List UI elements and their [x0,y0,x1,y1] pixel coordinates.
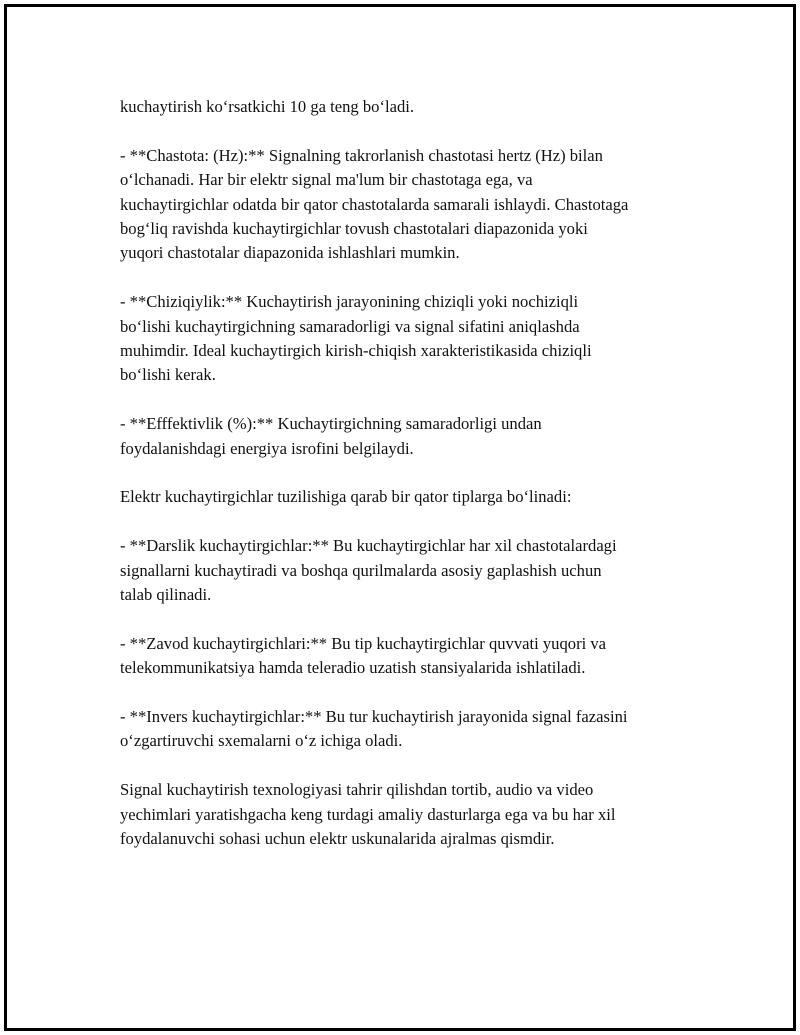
text-line: bog‘liq ravishda kuchaytirgichlar tovush chastotalari diapazonida yoki [120,219,588,239]
text-line: - **Chiziqiylik:** Kuchaytirish jarayonining chiziqli yoki nochiziqli [120,292,579,312]
paragraph-tiplar [120,485,710,509]
text-line: - **Chastota: (Hz):** Signalning takrorlanish chastotasi hertz (Hz) bilan [120,145,603,165]
text-line: yuqori chastotalar diapazonida ishlashlari mumkin. [120,243,460,263]
paragraph-xulosa [120,778,710,851]
text-line: talab qilinadi. [120,585,212,605]
paragraph-invers [120,705,710,754]
text-line: kuchaytirish ko‘rsatkichi 10 ga teng bo‘ladi. [120,97,415,116]
text-line: signallarni kuchaytiradi va boshqa qurilmalarda asosiy gaplashish uchun [120,560,602,580]
text-line: kuchaytirgichlar odatda bir qator chastotalarda samarali ishlaydi. Chastotaga [120,194,629,214]
text-line: muhimdir. Ideal kuchaytirgich kirish-chiqish xarakteristikasida chiziqli [120,341,592,361]
text-line: Elektr kuchaytirgichlar tuzilishiga qarab bir qator tiplarga bo‘linadi: [120,487,572,507]
paragraph-effektivlik [120,412,710,461]
text-line: yechimlari yaratishgacha keng turdagi amaliy dasturlarga ega va bu har xil [120,804,616,824]
paragraph-chastota [120,144,710,266]
text-line: telekommunikatsiya hamda teleradio uzatish stansiyalarida ishlatiladi. [120,658,586,678]
text-line: foydalanishdagi energiya isrofini belgilaydi. [120,438,414,458]
paragraph-1 [120,95,710,119]
text-line: bo‘lishi kuchaytirgichning samaradorligi va signal sifatini aniqlashda [120,316,580,336]
text-line: Signal kuchaytirish texnologiyasi tahrir qilishdan tortib, audio va video [120,780,594,800]
page-frame [4,4,796,1031]
paragraph-darslik [120,534,710,607]
text-line: - **Efffektivlik (%):** Kuchaytirgichning samaradorligi undan [120,414,542,434]
text-line: - **Invers kuchaytirgichlar:** Bu tur kuchaytirish jarayonida signal fazasini [120,707,628,727]
text-line: o‘lchanadi. Har bir elektr signal ma'lum bir chastotaga ega, va [120,170,533,190]
paragraph-chiziqiylik [120,290,710,388]
text-line: foydalanuvchi sohasi uchun elektr uskunalarida ajralmas qismdir. [120,829,555,849]
paragraph-zavod [120,632,710,681]
text-line: bo‘lishi kerak. [120,365,216,385]
text-line: - **Darslik kuchaytirgichlar:** Bu kuchaytirgichlar har xil chastotalardagi [120,536,617,556]
text-line: - **Zavod kuchaytirgichlari:** Bu tip kuchaytirgichlar quvvati yuqori va [120,633,607,653]
text-line: o‘zgartiruvchi sxemalarni o‘z ichiga oladi. [120,731,403,751]
document-body [120,95,710,876]
